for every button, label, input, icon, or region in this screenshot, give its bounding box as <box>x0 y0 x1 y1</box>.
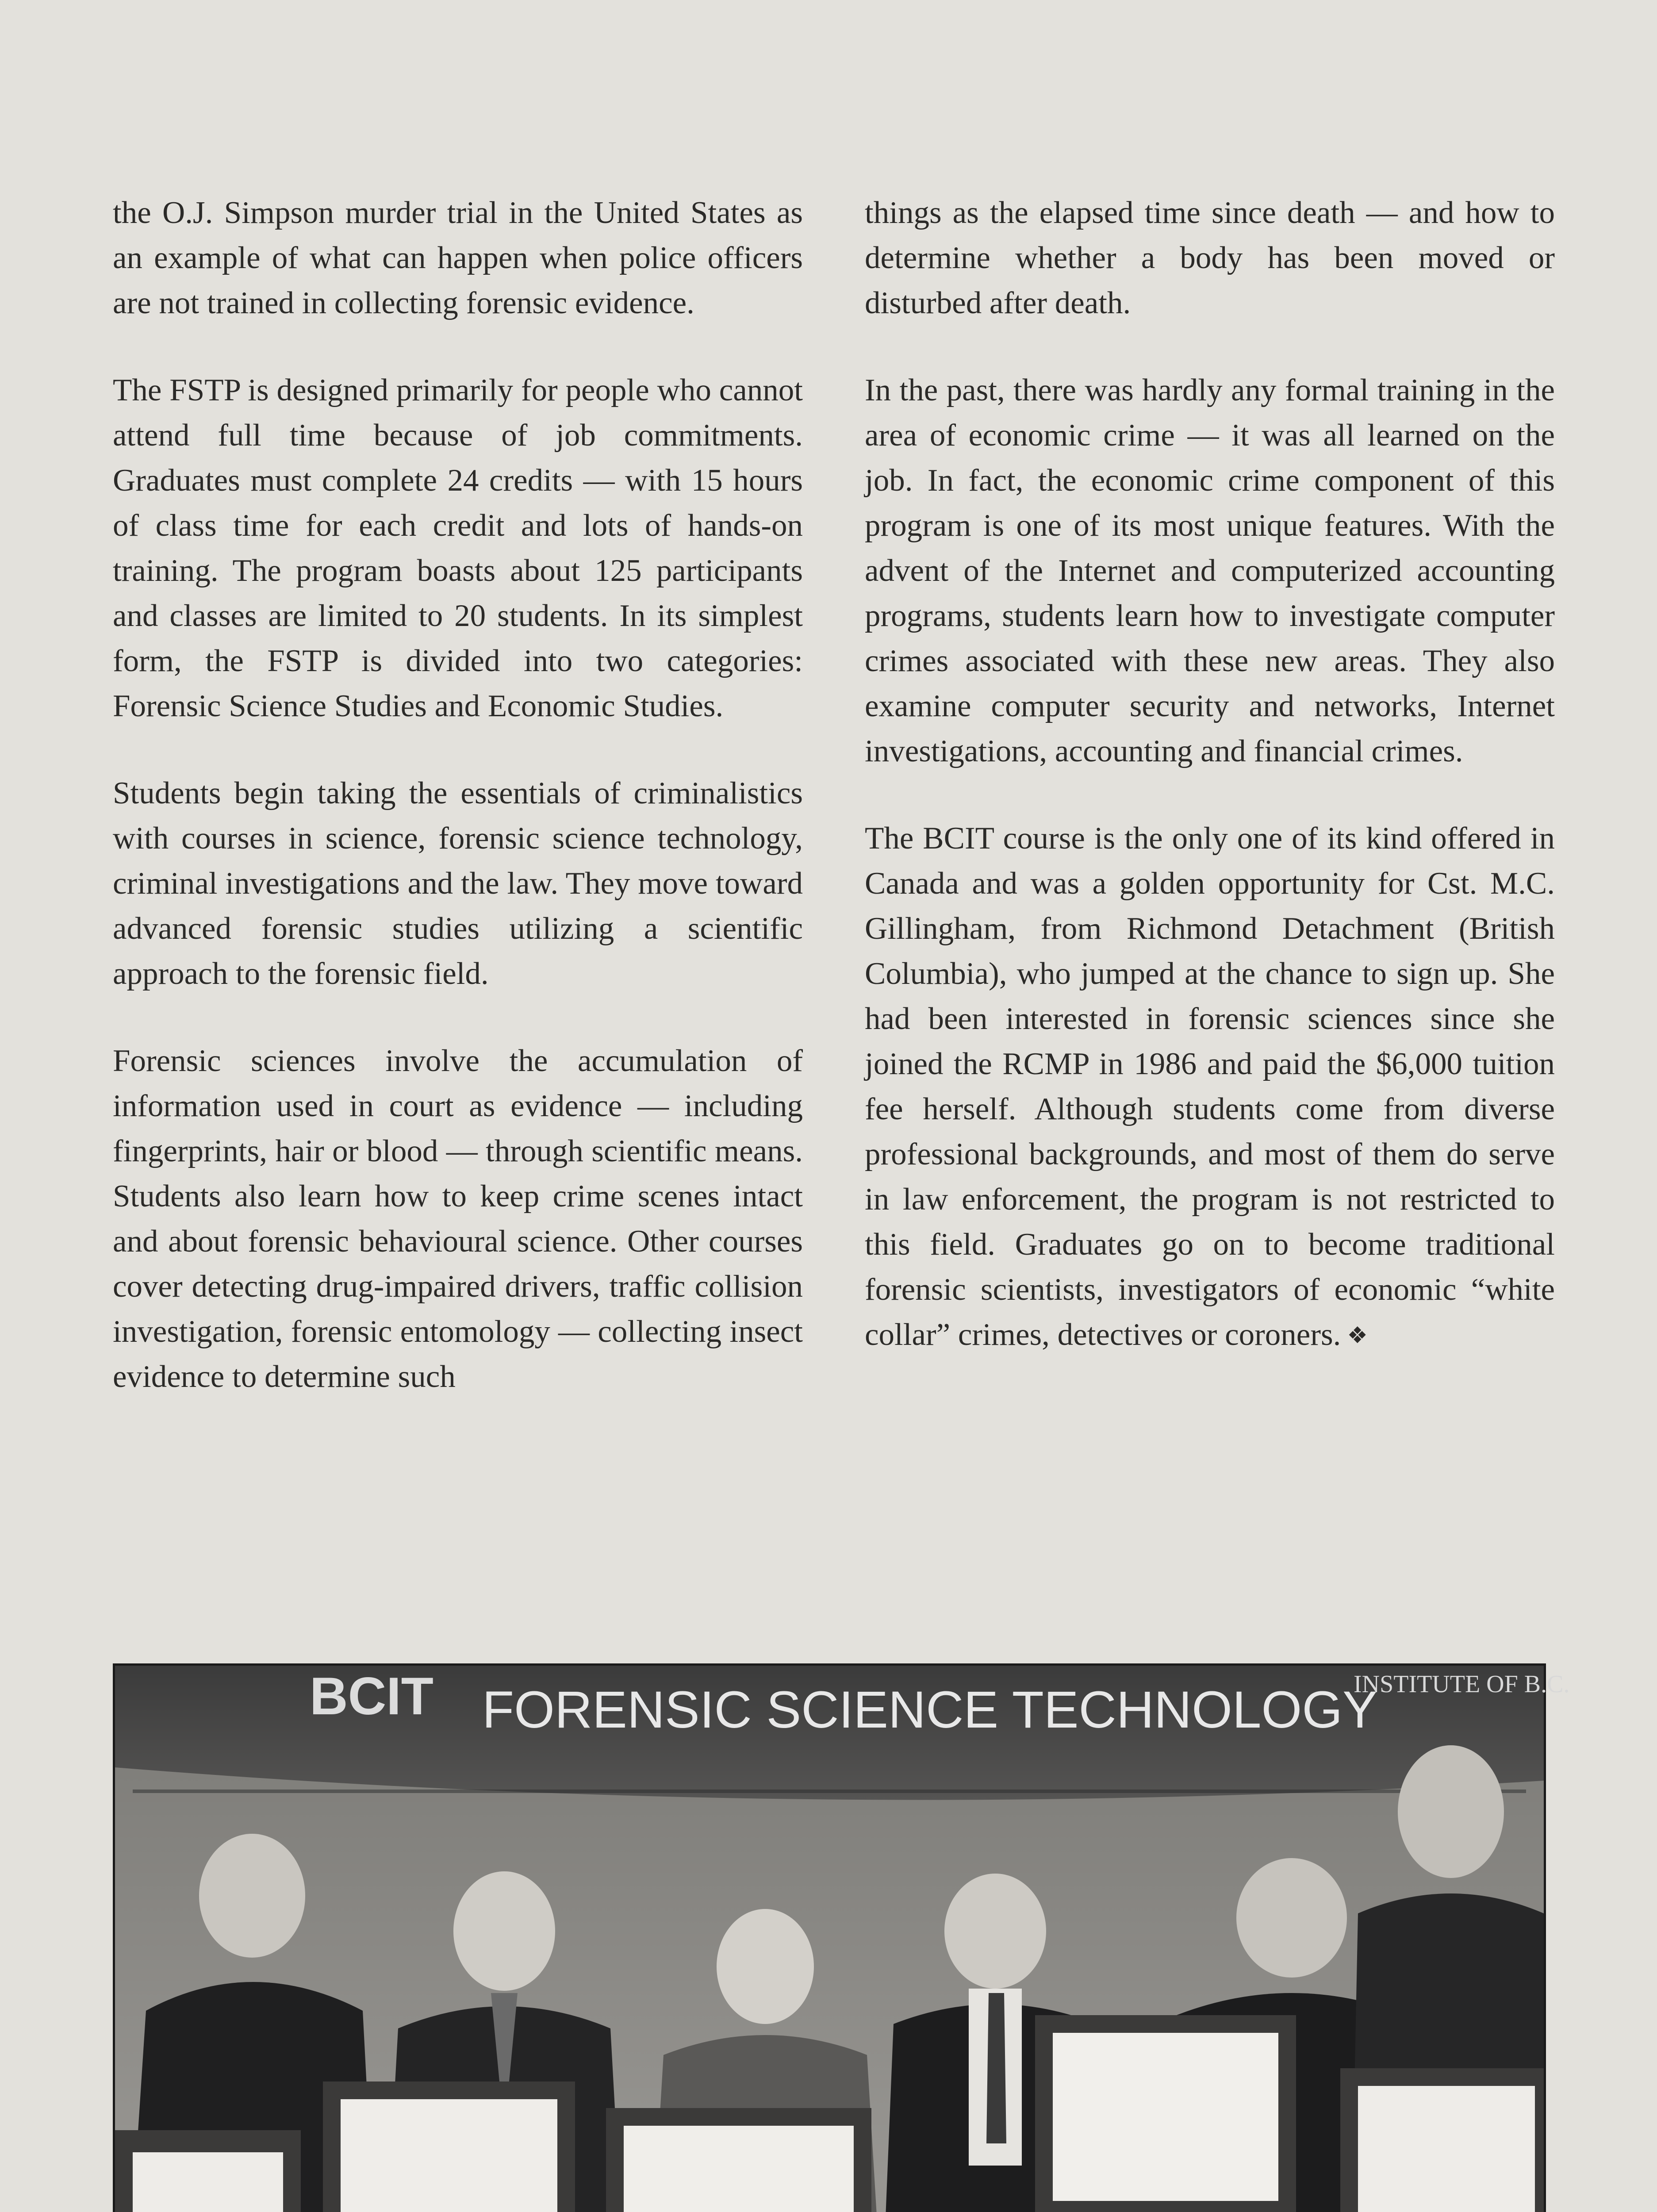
paragraph: Forensic sciences involve the accumulation of information used in court as evidence — including fingerprints, hair or blood — through scientific means. Students also learn how to keep crime scenes intact and about forensic behavioural science. Other courses cover detecting drug-impaired drivers, traffic collision investigation, forensic entomology — collecting insect evidence to determine such <box>113 1044 803 1394</box>
paragraph-text: The BCIT course is the only one of its kind offered in Canada and was a golden opportunity for Cst. M.C. Gillingham, from Richmond Detachment (British Columbia), who jumped at the chance to sign up. She had been interested in forensic sciences since she joined the RCMP in 1986 and paid the $6,000 tuition fee herself. Although students come from diverse professional backgrounds, and most of them do serve in law enforcement, the program is not restricted to this field. Graduates go on to become traditional forensic scientists, investigators of economic “white collar” crimes, detectives or coroners. <box>865 821 1555 1352</box>
photo-illustration <box>115 1666 1570 2212</box>
graduation-photo <box>113 1663 1570 2212</box>
banner-corner-text: INSTITUTE OF B.C. <box>1354 1671 1570 1698</box>
paragraph: the O.J. Simpson murder trial in the United States as an example of what can happen when police officers are not trained in collecting forensic evidence. <box>113 196 803 320</box>
article-left-column <box>113 190 803 1441</box>
article-right-column <box>865 190 1555 1401</box>
paragraph-last <box>865 816 1555 1359</box>
banner-logo-text: BCIT <box>310 1667 433 1726</box>
paragraph: Students begin taking the essentials of criminalistics with courses in science, forensic science technology, criminal investigations and the law. They move toward advanced forensic studies utilizing a scientific approach to the forensic field. <box>113 776 803 991</box>
end-of-article-icon: ❖ <box>1347 1323 1368 1348</box>
paragraph: In the past, there was hardly any formal training in the area of economic crime — it was all learned on the job. In fact, the economic crime component of this program is one of its most unique features. With the advent of the Internet and computerized accounting programs, students learn how to investigate computer crimes associated with these new areas. They also examine computer security and networks, Internet investigations, accounting and financial crimes. <box>865 373 1555 768</box>
paragraph: The FSTP is designed primarily for people who cannot attend full time because of job commitments. Graduates must complete 24 credits — with 15 hours of class time for each credit and lots of hands-on training. The program boasts about 125 participants and classes are limited to 20 students. In its simplest form, the FSTP is divided into two categories: Forensic Science Studies and Economic Studies. <box>113 373 803 723</box>
paragraph: things as the elapsed time since death — and how to determine whether a body has been moved or disturbed after death. <box>865 196 1555 320</box>
banner-text: FORENSIC SCIENCE TECHNOLOGY <box>482 1681 1377 1739</box>
